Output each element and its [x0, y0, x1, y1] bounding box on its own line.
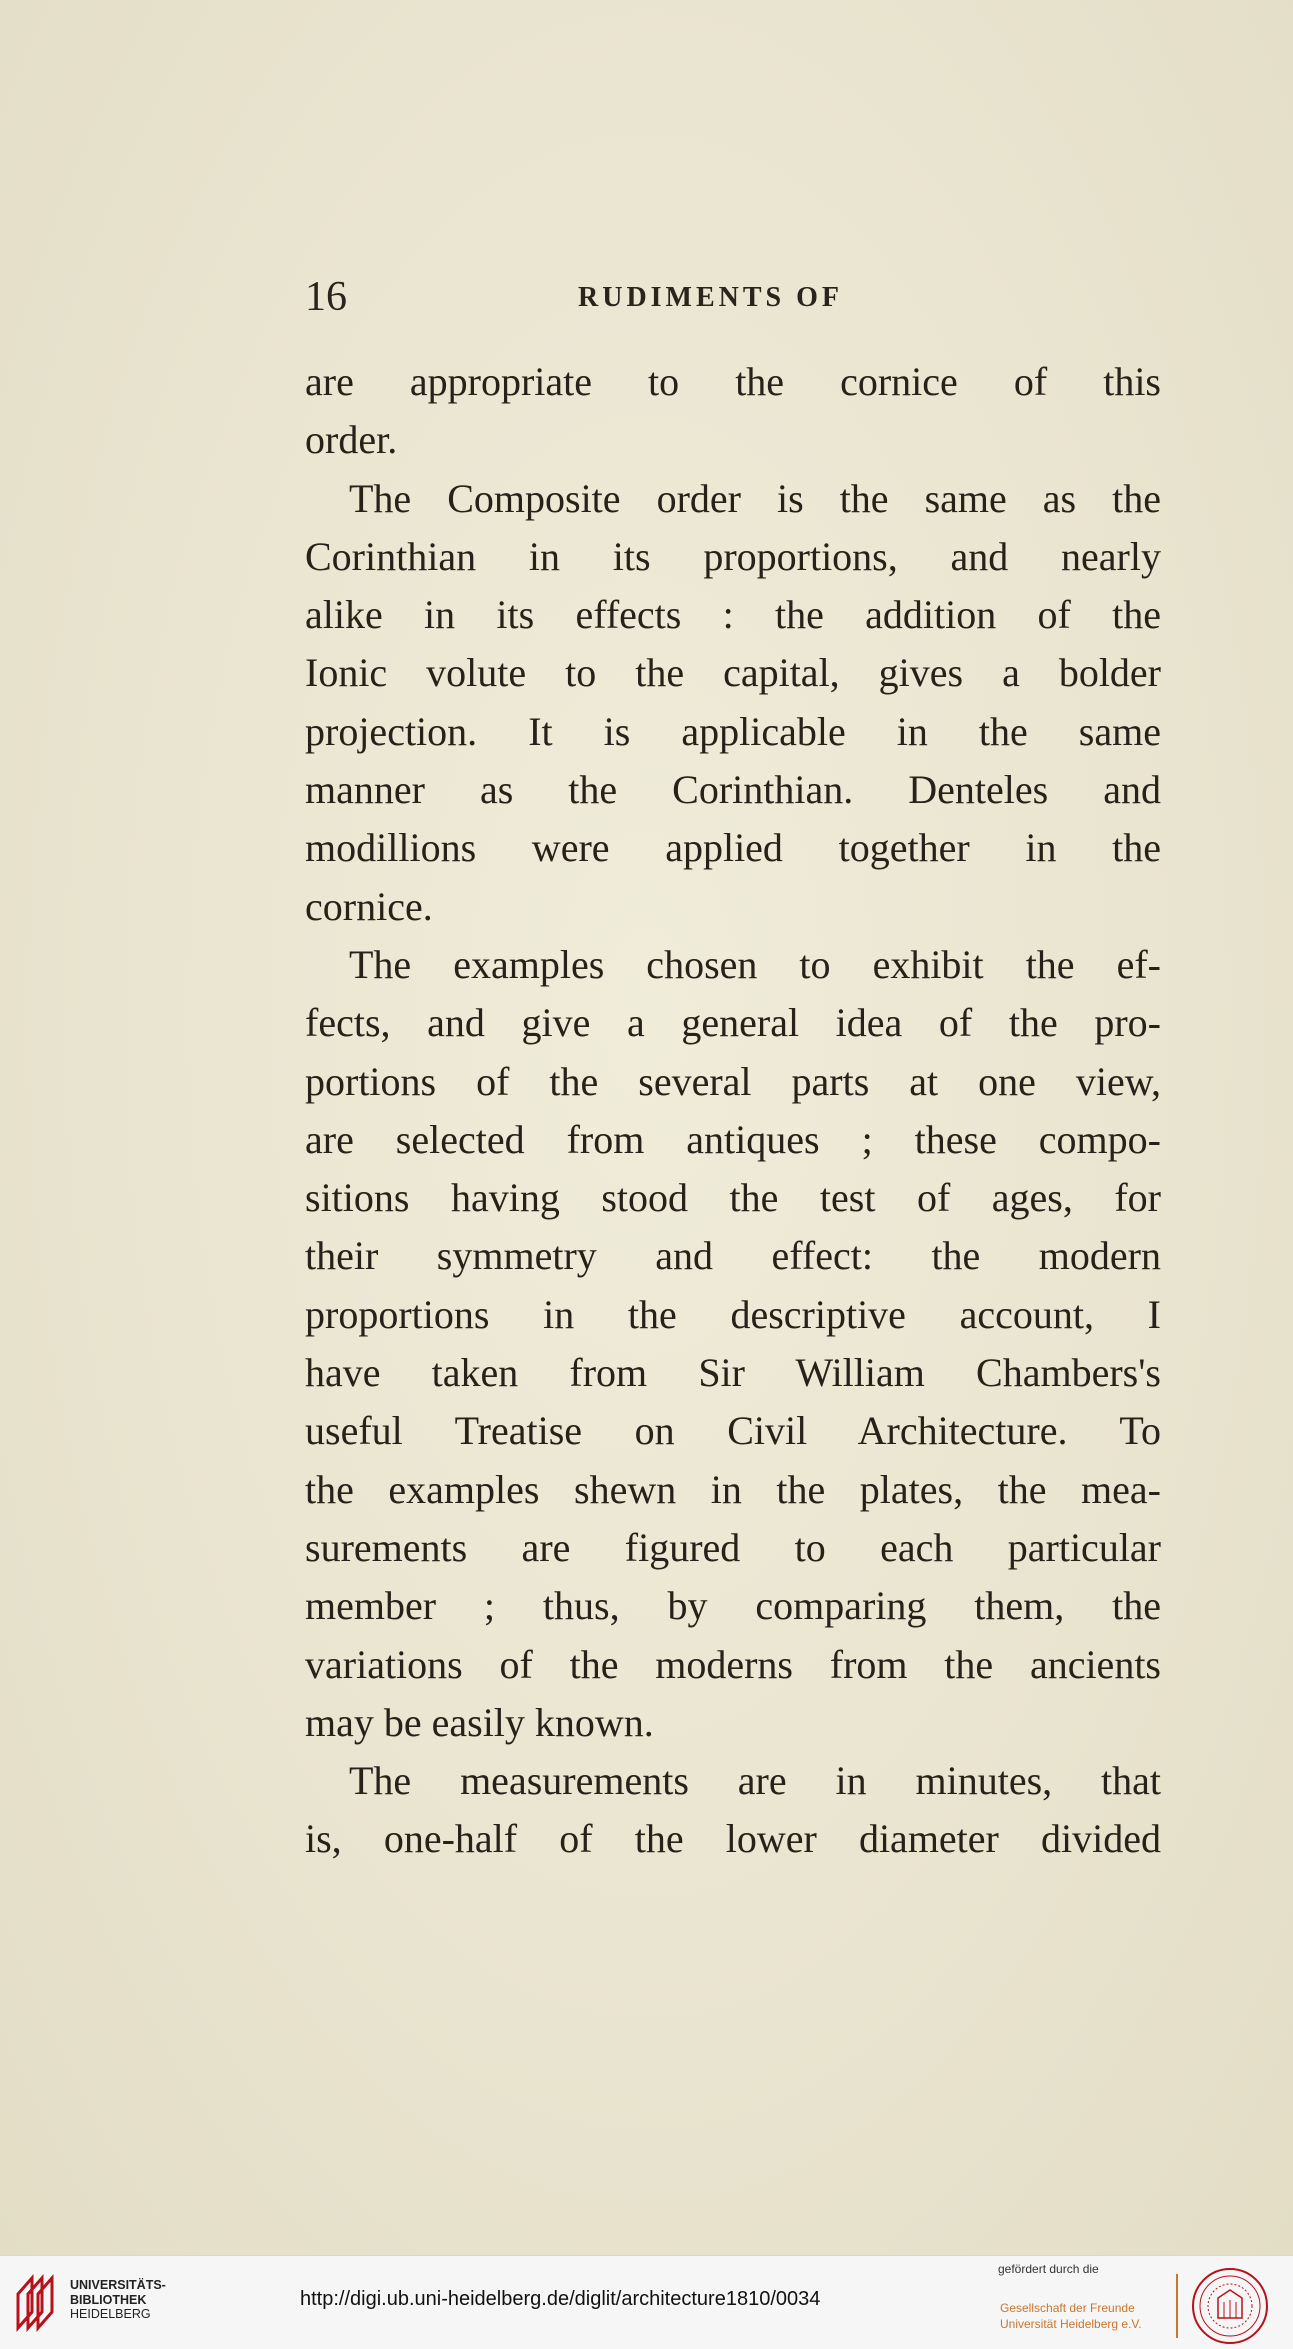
sponsor-name — [1000, 2300, 1142, 2332]
library-name-line2: BIBLIOTHEK — [70, 2292, 147, 2307]
text-line: the examples shewn in the plates, the mea- — [305, 1466, 1161, 1512]
text-line: have taken from Sir William Chambers's — [305, 1350, 1161, 1396]
running-head: RUDIMENTS OF — [578, 282, 844, 313]
text-line: variations of the moderns from the ancients — [305, 1641, 1161, 1687]
text-line: their symmetry and effect: the modern — [305, 1233, 1161, 1279]
library-name-line3: HEIDELBERG — [70, 2307, 151, 2321]
sponsor-caption: gefördert durch die — [998, 2262, 1099, 2276]
text-line: fects, and give a general idea of the pro- — [305, 1000, 1161, 1046]
text-line: The Composite order is the same as the — [349, 475, 1161, 521]
library-name — [70, 2278, 166, 2322]
sponsor-name-line1: Gesellschaft der Freunde — [1000, 2301, 1135, 2315]
text-line: order. — [305, 417, 398, 463]
text-line: Corinthian in its proportions, and nearly — [305, 533, 1161, 579]
permalink-url[interactable]: http://digi.ub.uni-heidelberg.de/diglit/architecture1810/0034 — [300, 2288, 821, 2310]
text-line: cornice. — [305, 883, 433, 929]
page-number: 16 — [305, 274, 347, 320]
ub-heidelberg-logo-icon — [14, 2272, 60, 2332]
body-text — [305, 353, 1161, 1869]
text-line: alike in its effects : the addition of the — [305, 592, 1161, 638]
sponsor-name-line2: Universität Heidelberg e.V. — [1000, 2317, 1142, 2331]
text-line: portions of the several parts at one view, — [305, 1058, 1161, 1104]
text-line: surements are figured to each particular — [305, 1524, 1161, 1570]
text-line: member ; thus, by comparing them, the — [305, 1583, 1161, 1629]
footer-bar — [0, 2255, 1293, 2349]
page-header — [305, 272, 1165, 322]
university-seal-icon — [1190, 2266, 1270, 2346]
text-line: are appropriate to the cornice of this — [305, 359, 1161, 404]
text-line: manner as the Corinthian. Denteles and — [305, 767, 1161, 813]
text-line: are selected from antiques ; these compo- — [305, 1116, 1161, 1162]
text-line: modillions were applied together in the — [305, 825, 1161, 871]
text-line: The examples chosen to exhibit the ef- — [349, 941, 1161, 987]
library-name-line1: UNIVERSITÄTS- — [70, 2278, 166, 2292]
text-line: sitions having stood the test of ages, for — [305, 1175, 1161, 1221]
text-line: projection. It is applicable in the same — [305, 708, 1161, 754]
text-line: The measurements are in minutes, that — [349, 1758, 1161, 1804]
text-line: is, one-half of the lower diameter divided — [305, 1816, 1161, 1862]
text-line: proportions in the descriptive account, I — [305, 1291, 1161, 1337]
text-line: useful Treatise on Civil Architecture. To — [305, 1408, 1161, 1454]
sponsor-divider — [1176, 2274, 1178, 2338]
text-line: Ionic volute to the capital, gives a bolder — [305, 650, 1161, 696]
text-line: may be easily known. — [305, 1699, 654, 1745]
